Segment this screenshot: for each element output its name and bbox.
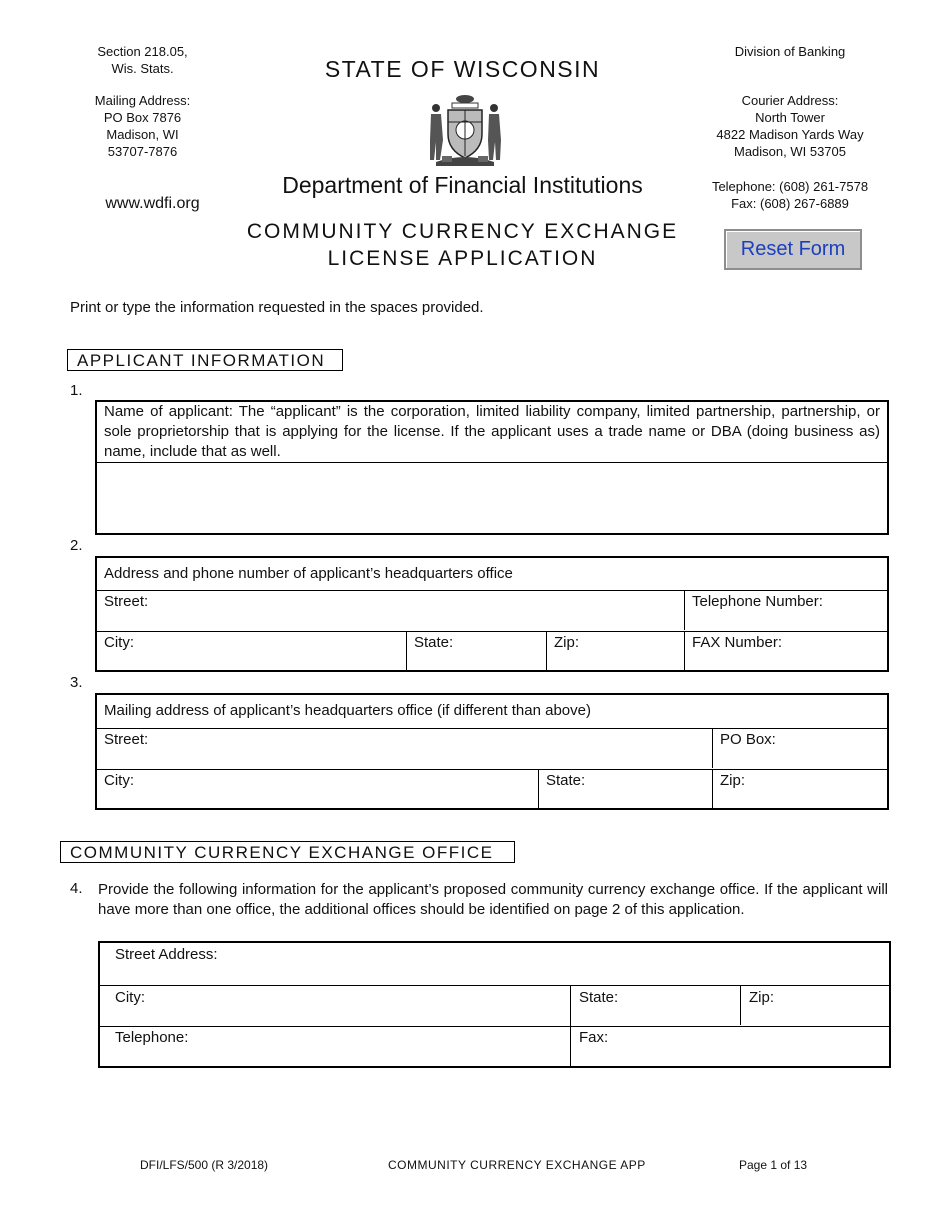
mail-street-input[interactable]	[105, 748, 714, 768]
mail-street-label: Street:	[104, 731, 149, 748]
statute-line-1: Section 218.05,	[97, 44, 188, 59]
office-city-label: City:	[115, 989, 145, 1006]
form-title	[230, 218, 695, 272]
mail-state-input[interactable]	[547, 789, 711, 809]
divider	[100, 1026, 889, 1027]
hq-street-input[interactable]	[105, 610, 679, 630]
office-state-input[interactable]	[580, 1006, 739, 1026]
form-title-line-1: COMMUNITY CURRENCY EXCHANGE	[246, 220, 679, 243]
mailing-address-title: Mailing address of applicant’s headquarters office (if different than above)	[104, 702, 591, 719]
divider	[740, 985, 741, 1025]
office-state-label: State:	[579, 989, 619, 1006]
question-4-text: Provide the following information for the applicant’s proposed community currency exchange office. If the applicant will have more than one office, the additional offices should be identified on page 2 of this application.	[98, 881, 888, 918]
form-name-footer: COMMUNITY CURRENCY EXCHANGE APP	[388, 1158, 646, 1172]
office-fax-label: Fax:	[579, 1029, 609, 1046]
mail-zip-input[interactable]	[721, 789, 885, 809]
question-2-number: 2.	[70, 537, 83, 554]
office-city-input[interactable]	[116, 1006, 570, 1026]
mail-pobox-label: PO Box:	[720, 731, 776, 748]
division-name: Division of Banking	[734, 44, 846, 59]
mailing-address-zip: 53707-7876	[107, 144, 178, 159]
mail-city-label: City:	[104, 772, 134, 789]
question-1-number: 1.	[70, 382, 83, 399]
mailing-address-label: Mailing Address:	[94, 93, 191, 108]
divider	[100, 985, 889, 986]
courier-address-city: Madison, WI 53705	[733, 144, 846, 159]
hq-city-label: City:	[104, 634, 134, 651]
exchange-office-heading: COMMUNITY CURRENCY EXCHANGE OFFICE	[60, 841, 515, 863]
hq-street-label: Street:	[104, 593, 149, 610]
division-fax: Fax: (608) 267-6889	[731, 196, 849, 211]
office-zip-label: Zip:	[749, 989, 775, 1006]
mailing-address-box	[95, 693, 889, 810]
contact-numbers	[700, 178, 880, 212]
courier-address-building: North Tower	[755, 110, 825, 125]
mailing-address-pobox: PO Box 7876	[103, 110, 182, 125]
headquarters-address-title: Address and phone number of applicant’s headquarters office	[104, 565, 513, 582]
state-title: STATE OF WISCONSIN	[324, 56, 601, 82]
office-telephone-label: Telephone:	[115, 1029, 189, 1046]
mail-pobox-input[interactable]	[721, 748, 885, 768]
hq-state-input[interactable]	[415, 651, 547, 671]
courier-address-street: 4822 Madison Yards Way	[716, 127, 864, 142]
hq-zip-label: Zip:	[554, 634, 580, 651]
hq-zip-input[interactable]	[555, 651, 687, 671]
website-link[interactable]: www.wdfi.org	[105, 195, 200, 212]
courier-address	[700, 92, 880, 160]
reset-form-button[interactable]: Reset Form	[724, 229, 862, 270]
instructions-text: Print or type the information requested in the spaces provided.	[70, 299, 484, 316]
mail-city-input[interactable]	[105, 789, 539, 809]
mail-state-label: State:	[546, 772, 586, 789]
hq-state-label: State:	[414, 634, 454, 651]
hq-telephone-input[interactable]	[693, 610, 887, 630]
exchange-office-box	[98, 941, 891, 1068]
statute-line-2: Wis. Stats.	[111, 61, 174, 76]
department-name: Department of Financial Institutions	[282, 172, 643, 198]
mail-zip-label: Zip:	[720, 772, 746, 789]
hq-city-input[interactable]	[105, 651, 404, 671]
division-telephone: Telephone: (608) 261-7578	[711, 179, 869, 194]
hq-telephone-label: Telephone Number:	[692, 593, 823, 610]
divider	[97, 462, 887, 463]
hq-fax-label: FAX Number:	[692, 634, 783, 651]
applicant-name-box	[95, 400, 889, 535]
office-telephone-input[interactable]	[116, 1046, 570, 1066]
headquarters-address-box	[95, 556, 889, 672]
question-4-number: 4.	[70, 880, 83, 897]
applicant-name-input[interactable]	[101, 466, 885, 534]
applicant-name-label: Name of applicant: The “applicant” is the corporation, limited liability company, limited partnership, partnership, or sole proprietorship that is applying for the license. If the applicant uses a trade name or DBA (doing business as) name, include that as well.	[104, 403, 880, 460]
statute-reference	[80, 43, 205, 77]
divider	[97, 769, 887, 770]
office-street-label: Street Address:	[115, 946, 218, 963]
mailing-address	[80, 92, 205, 160]
state-seal-icon	[422, 90, 508, 168]
office-fax-input[interactable]	[580, 1046, 884, 1066]
office-zip-input[interactable]	[750, 1006, 884, 1026]
question-3-number: 3.	[70, 674, 83, 691]
office-street-input[interactable]	[116, 964, 880, 984]
form-number: DFI/LFS/500 (R 3/2018)	[140, 1158, 269, 1172]
form-title-line-2: LICENSE APPLICATION	[327, 247, 598, 270]
page-number: Page 1 of 13	[739, 1158, 808, 1172]
applicant-information-heading: APPLICANT INFORMATION	[67, 349, 343, 371]
courier-address-label: Courier Address:	[741, 93, 839, 108]
hq-fax-input[interactable]	[693, 651, 887, 671]
mailing-address-city: Madison, WI	[106, 127, 179, 142]
